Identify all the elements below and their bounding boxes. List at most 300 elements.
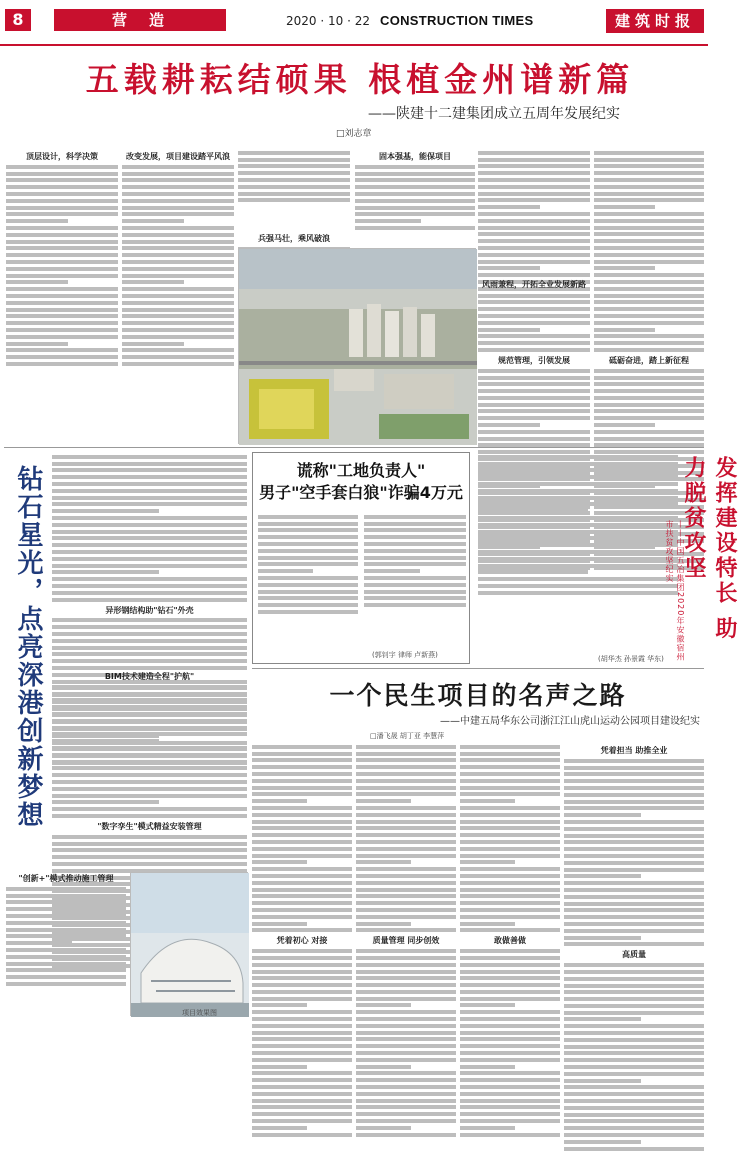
text-line <box>355 212 475 216</box>
text-line <box>258 562 358 566</box>
text-line <box>478 475 678 479</box>
text-line <box>478 348 590 352</box>
text-line <box>6 934 126 938</box>
text-line <box>564 1065 704 1069</box>
text-line <box>594 409 704 413</box>
text-line <box>478 341 590 345</box>
text-line <box>564 1031 704 1035</box>
text-line <box>122 172 234 176</box>
text-line <box>478 314 590 318</box>
text-line <box>478 192 590 196</box>
text-line <box>460 826 560 830</box>
text-line <box>258 549 358 553</box>
text-line <box>52 598 247 602</box>
text-line <box>52 618 247 622</box>
text-line <box>564 786 704 790</box>
text-line <box>122 165 234 169</box>
text-line <box>122 206 234 210</box>
text-line <box>356 1078 456 1082</box>
text-line <box>122 355 234 359</box>
text-line <box>594 260 704 264</box>
text-line <box>52 652 247 656</box>
text-line <box>460 820 560 824</box>
text-line <box>6 321 118 325</box>
feature-column-1 <box>52 452 247 667</box>
text-line <box>460 786 560 790</box>
text-line <box>478 530 678 534</box>
text-line <box>356 860 411 864</box>
text-line <box>238 178 350 182</box>
text-line <box>594 369 704 373</box>
text-line <box>122 321 234 325</box>
text-line <box>52 760 247 764</box>
text-line <box>6 192 118 196</box>
text-line <box>460 1037 560 1041</box>
bottom-subhead: 高质量 <box>622 950 646 960</box>
text-line <box>356 799 411 803</box>
text-line <box>364 590 466 594</box>
text-line <box>52 625 247 629</box>
text-line <box>252 901 352 905</box>
text-line <box>258 610 358 614</box>
text-line <box>594 273 704 277</box>
text-line <box>356 1024 456 1028</box>
text-line <box>460 1010 560 1014</box>
text-line <box>6 246 118 250</box>
boxed-headline-2: 男子"空手套白狼"诈骗4万元 <box>259 483 463 502</box>
text-line <box>564 840 704 844</box>
lead-subheadline: ——陕建十二建集团成立五周年发展纪实 <box>368 106 620 122</box>
text-line <box>6 212 118 216</box>
text-line <box>252 983 352 987</box>
text-line <box>252 1092 352 1096</box>
right-vertical-title: 发挥建设特长 助力脱贫攻坚 <box>681 456 737 642</box>
text-line <box>564 766 704 770</box>
text-line <box>6 928 126 932</box>
text-line <box>122 301 234 305</box>
text-line <box>564 1004 704 1008</box>
text-line <box>594 185 704 189</box>
text-line <box>252 826 352 830</box>
text-line <box>478 376 590 380</box>
text-line <box>252 1010 352 1014</box>
text-line <box>478 570 588 574</box>
text-line <box>564 895 704 899</box>
text-line <box>356 745 456 749</box>
text-line <box>478 502 678 506</box>
text-line <box>564 1045 704 1049</box>
text-line <box>356 840 456 844</box>
boxed-headline-1: 谎称"工地负责人" <box>296 461 426 480</box>
text-line <box>460 963 560 967</box>
text-line <box>52 577 247 581</box>
text-line <box>594 266 655 270</box>
text-line <box>594 328 655 332</box>
text-line <box>478 205 540 209</box>
text-line <box>460 1078 560 1082</box>
text-line <box>594 307 704 311</box>
text-line <box>460 1126 515 1130</box>
text-line <box>122 294 234 298</box>
text-line <box>122 362 234 366</box>
feature-subhead: "数字孪生"模式精益安装管理 <box>97 821 202 831</box>
text-line <box>6 240 118 244</box>
text-line <box>564 1126 704 1130</box>
text-line <box>478 523 678 527</box>
text-line <box>252 1112 352 1116</box>
text-line <box>594 437 704 441</box>
lead-subhead-extra <box>478 276 590 289</box>
text-line <box>252 1099 352 1103</box>
text-line <box>460 1099 560 1103</box>
text-line <box>52 536 247 540</box>
text-line <box>252 997 352 1001</box>
text-line <box>252 888 352 892</box>
text-line <box>460 745 560 749</box>
text-line <box>258 515 358 519</box>
text-line <box>460 901 560 905</box>
text-line <box>238 185 350 189</box>
text-line <box>460 894 560 898</box>
text-line <box>594 198 704 202</box>
text-line <box>258 596 358 600</box>
text-line <box>594 205 655 209</box>
text-line <box>460 765 560 769</box>
text-line <box>478 557 678 561</box>
text-line <box>52 855 247 859</box>
text-line <box>478 151 590 155</box>
text-line <box>594 294 704 298</box>
text-line <box>564 800 704 804</box>
bottom-subhead: 敢做善做 <box>494 936 526 946</box>
text-line <box>594 253 704 257</box>
text-line <box>564 806 704 810</box>
lead-column-5 <box>478 148 590 443</box>
text-line <box>478 396 590 400</box>
text-line <box>460 1092 560 1096</box>
text-line <box>355 178 475 182</box>
text-line <box>122 253 234 257</box>
text-line <box>594 334 704 338</box>
text-line <box>594 287 704 291</box>
text-line <box>52 543 247 547</box>
text-line <box>252 813 352 817</box>
text-line <box>238 198 350 202</box>
text-line <box>594 178 704 182</box>
text-line <box>564 997 704 1001</box>
lead-subhead: 顶层设计，科学决策 <box>26 152 98 161</box>
text-line <box>252 1058 352 1062</box>
text-line <box>478 430 590 434</box>
text-line <box>122 260 234 264</box>
text-line <box>6 955 126 959</box>
text-line <box>594 314 704 318</box>
text-line <box>564 977 704 981</box>
aerial-city-photo <box>239 249 477 445</box>
text-line <box>52 794 247 798</box>
text-line <box>252 1085 352 1089</box>
text-line <box>52 705 247 709</box>
text-line <box>460 1051 560 1055</box>
bottom-subhead: 质量管理 同步创效 <box>372 936 440 946</box>
text-line <box>460 806 560 810</box>
text-line <box>6 274 118 278</box>
text-line <box>52 646 247 650</box>
text-line <box>356 772 456 776</box>
text-line <box>564 1092 704 1096</box>
text-line <box>460 758 560 762</box>
text-line <box>478 369 590 373</box>
text-line <box>356 1133 456 1137</box>
text-line <box>355 206 475 210</box>
text-line <box>478 246 590 250</box>
text-line <box>6 287 118 291</box>
text-line <box>252 1065 307 1069</box>
text-line <box>52 842 247 846</box>
text-line <box>564 936 641 940</box>
text-line <box>122 178 234 182</box>
text-line <box>52 746 247 750</box>
text-line <box>356 949 456 953</box>
text-line <box>252 908 352 912</box>
text-line <box>478 239 590 243</box>
text-line <box>594 321 704 325</box>
text-line <box>252 956 352 960</box>
text-line <box>564 1079 641 1083</box>
text-line <box>478 171 590 175</box>
text-line <box>478 334 590 338</box>
text-line <box>356 1003 411 1007</box>
text-line <box>564 888 704 892</box>
text-line <box>258 542 358 546</box>
text-line <box>52 685 247 689</box>
text-line <box>52 482 247 486</box>
text-line <box>238 164 350 168</box>
lead-column-1 <box>6 148 118 443</box>
text-line <box>460 840 560 844</box>
text-line <box>6 914 126 918</box>
text-line <box>252 1119 352 1123</box>
text-line <box>460 833 560 837</box>
text-line <box>356 997 456 1001</box>
divider <box>4 447 704 448</box>
text-line <box>594 164 704 168</box>
text-line <box>122 192 234 196</box>
text-line <box>52 814 247 818</box>
text-line <box>252 970 352 974</box>
text-line <box>355 185 475 189</box>
text-line <box>594 212 704 216</box>
text-line <box>594 226 704 230</box>
text-line <box>460 779 560 783</box>
text-line <box>122 342 184 346</box>
text-line <box>356 1051 456 1055</box>
text-line <box>364 583 466 587</box>
text-line <box>478 543 678 547</box>
text-line <box>478 321 590 325</box>
text-line <box>478 409 590 413</box>
text-line <box>478 423 540 427</box>
text-line <box>564 881 704 885</box>
text-line <box>52 732 247 736</box>
bottom-column-2 <box>356 742 456 1020</box>
text-line <box>252 1051 352 1055</box>
text-line <box>6 178 118 182</box>
text-line <box>460 813 560 817</box>
text-line <box>478 164 590 168</box>
text-line <box>252 1071 352 1075</box>
lead-column-2 <box>122 148 234 443</box>
bottom-column-3 <box>460 742 560 1020</box>
text-line <box>6 941 72 945</box>
text-line <box>356 779 456 783</box>
text-line <box>564 908 704 912</box>
text-line <box>478 482 678 486</box>
right-story-byline: (胡华杰 孙景霞 华东) <box>598 655 664 663</box>
text-line <box>356 928 456 932</box>
text-line <box>364 603 466 607</box>
text-line <box>564 834 704 838</box>
text-line <box>122 348 234 352</box>
text-line <box>122 335 234 339</box>
text-line <box>478 416 590 420</box>
text-line <box>6 314 118 318</box>
text-line <box>6 199 118 203</box>
lead-column-3-top <box>238 148 350 228</box>
text-line <box>252 1078 352 1082</box>
text-line <box>478 226 590 230</box>
text-line <box>478 382 590 386</box>
text-line <box>460 854 560 858</box>
text-line <box>252 806 352 810</box>
text-line <box>252 847 352 851</box>
text-line <box>52 570 159 574</box>
text-line <box>356 854 456 858</box>
text-line <box>478 455 678 459</box>
text-line <box>6 328 118 332</box>
text-line <box>460 1058 560 1062</box>
text-line <box>356 1105 456 1109</box>
text-line <box>478 403 590 407</box>
text-line <box>6 294 118 298</box>
text-line <box>364 576 466 580</box>
text-line <box>52 475 247 479</box>
text-line <box>356 922 411 926</box>
text-line <box>564 1119 704 1123</box>
text-line <box>252 915 352 919</box>
text-line <box>478 584 678 588</box>
text-line <box>478 489 678 493</box>
text-line <box>564 779 704 783</box>
text-line <box>594 396 704 400</box>
text-line <box>52 835 247 839</box>
lead-subhead: 改变发展，项目建设踏平风浪 <box>126 152 230 161</box>
text-line <box>356 976 456 980</box>
text-line <box>52 564 247 568</box>
text-line <box>252 990 352 994</box>
text-line <box>460 1065 515 1069</box>
text-line <box>238 151 350 155</box>
text-line <box>252 963 352 967</box>
brand-logo: 建筑时报 <box>606 9 704 33</box>
text-line <box>564 759 704 763</box>
text-line <box>594 382 704 386</box>
text-line <box>478 328 540 332</box>
text-line <box>52 489 247 493</box>
text-line <box>478 198 590 202</box>
text-line <box>478 260 590 264</box>
text-line <box>122 328 234 332</box>
text-line <box>52 862 247 866</box>
text-line <box>460 997 560 1001</box>
text-line <box>258 569 313 573</box>
text-line <box>122 212 234 216</box>
text-line <box>258 528 358 532</box>
text-line <box>252 840 352 844</box>
text-line <box>252 1133 352 1137</box>
bottom-byline: □潘飞晟 胡丁亚 李慧萍 <box>370 732 445 740</box>
text-line <box>52 800 159 804</box>
text-line <box>594 239 704 243</box>
text-line <box>356 820 456 824</box>
text-line <box>594 341 704 345</box>
text-line <box>252 792 352 796</box>
page-number: 8 <box>5 9 31 31</box>
text-line <box>252 1126 307 1130</box>
text-line <box>356 1119 456 1123</box>
lead-subhead: 固本强基，能保项目 <box>379 152 451 161</box>
text-line <box>6 185 118 189</box>
lead-byline: □刘志章 <box>336 129 372 139</box>
text-line <box>355 226 475 230</box>
text-line <box>478 185 590 189</box>
text-line <box>252 1017 352 1021</box>
text-line <box>6 900 126 904</box>
text-line <box>52 692 247 696</box>
text-line <box>6 887 126 891</box>
text-line <box>478 462 678 466</box>
text-line <box>6 206 118 210</box>
text-line <box>52 468 247 472</box>
text-line <box>460 1024 560 1028</box>
boxed-column-2 <box>364 512 466 648</box>
text-line <box>356 888 456 892</box>
text-line <box>564 874 641 878</box>
text-line <box>122 240 234 244</box>
paper-name: CONSTRUCTION TIMES <box>380 13 534 28</box>
text-line <box>252 894 352 898</box>
text-line <box>478 253 590 257</box>
text-line <box>6 962 126 966</box>
text-line <box>478 536 678 540</box>
bottom-side-head: 凭着担当 助推全业 <box>600 746 668 755</box>
feature-subhead: "创新+"模式推动施工管理 <box>18 874 114 883</box>
text-line <box>252 860 307 864</box>
text-line <box>258 556 358 560</box>
text-line <box>52 773 247 777</box>
text-line <box>355 192 475 196</box>
text-line <box>564 1024 704 1028</box>
text-line <box>252 1031 352 1035</box>
text-line <box>460 915 560 919</box>
text-line <box>6 308 118 312</box>
text-line <box>252 1037 352 1041</box>
text-line <box>258 535 358 539</box>
text-line <box>122 226 234 230</box>
text-line <box>564 1113 704 1117</box>
divider <box>252 668 704 669</box>
text-line <box>460 983 560 987</box>
